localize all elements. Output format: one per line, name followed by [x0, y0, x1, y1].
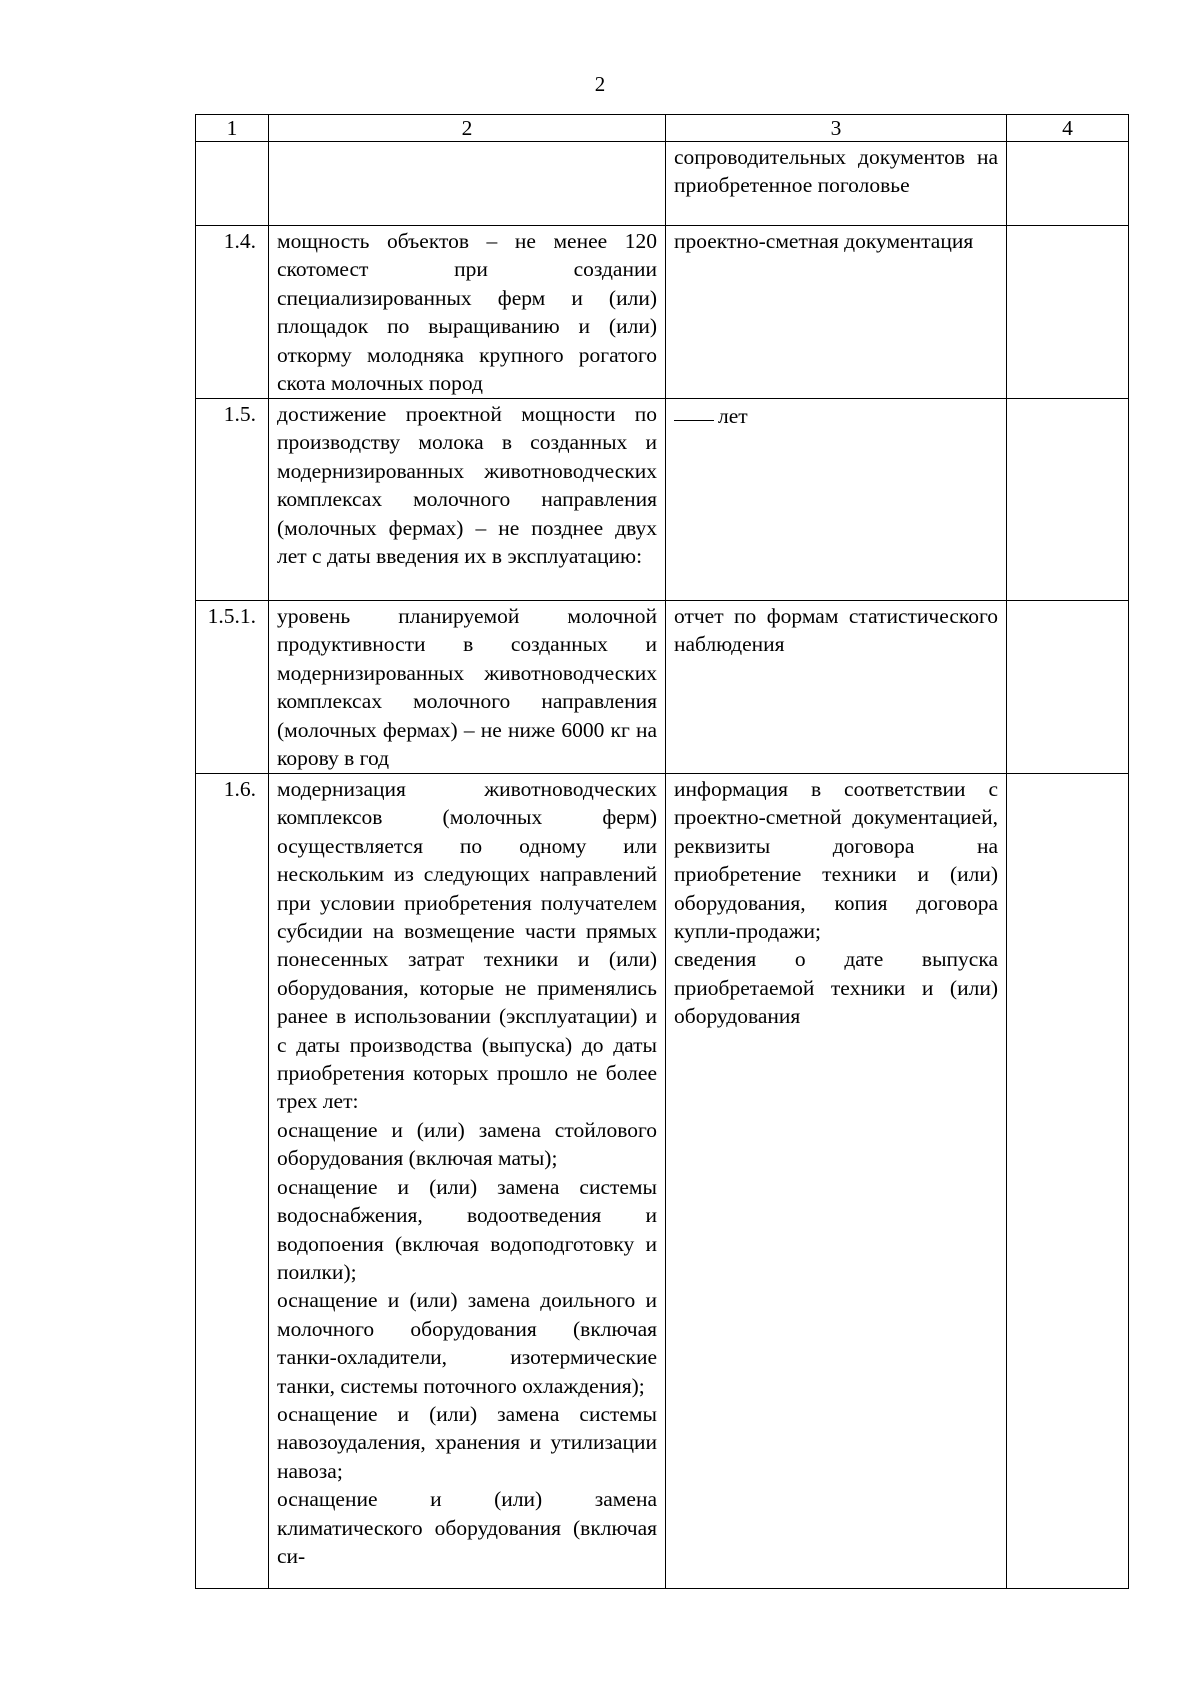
row-document: отчет по формам статистического наблюдения	[666, 601, 1007, 774]
row-document: сопроводительных документов на приобретенное поголовье	[666, 142, 1007, 226]
paragraph: оснащение и (или) замена климатического оборудования (включая си-	[277, 1487, 657, 1568]
row-condition: достижение проектной мощности по производству молока в созданных и модернизированных животноводческих комплексах молочного направления (молочных фермах) – не позднее двух лет с даты введения их в эксплуатацию:	[269, 399, 666, 601]
paragraph: оснащение и (или) замена доильного и молочного оборудования (включая танки-охладители, изотермические танки, системы поточного охлаждения);	[277, 1288, 657, 1398]
table-row	[196, 601, 1129, 774]
paragraph: оснащение и (или) замена стойлового оборудования (включая маты);	[277, 1117, 657, 1171]
row-document: проектно-сметная документация	[666, 226, 1007, 399]
requirements-table	[195, 114, 1129, 1589]
years-unit: лет	[718, 404, 748, 428]
row-note	[1007, 399, 1129, 601]
header-col-2: 2	[269, 115, 666, 142]
paragraph: модернизация животноводческих комплексов (молочных ферм) осуществляется по одному или нескольким из следующих направлений при условии приобретения получателем субсидии на возмещение части прямых понесенных затрат техники и (или) оборудования, которые не применялись ранее в использовании (эксплуатации) и с даты производства (выпуска) до даты приобретения которых прошло не более трех лет:	[277, 777, 657, 1114]
header-col-3: 3	[666, 115, 1007, 142]
row-note	[1007, 226, 1129, 399]
table-row	[196, 774, 1129, 1589]
table-row	[196, 399, 1129, 601]
row-number: 1.6.	[196, 774, 269, 1589]
row-document	[666, 774, 1007, 1589]
row-condition	[269, 774, 666, 1589]
row-number: 1.4.	[196, 226, 269, 399]
row-note	[1007, 142, 1129, 226]
row-number: 1.5.	[196, 399, 269, 601]
header-col-4: 4	[1007, 115, 1129, 142]
paragraph: оснащение и (или) замена системы навозоудаления, хранения и утилизации навоза;	[277, 1401, 657, 1483]
row-condition: уровень планируемой молочной продуктивности в созданных и модернизированных животноводческих комплексах молочного направления (молочных фермах) – не ниже 6000 кг на корову в год	[269, 601, 666, 774]
table-row	[196, 142, 1129, 226]
paragraph: сведения о дате выпуска приобретаемой техники и (или) оборудования	[674, 947, 998, 1029]
table-row	[196, 226, 1129, 399]
row-document	[666, 399, 1007, 601]
row-number	[196, 142, 269, 226]
paragraph: информация в соответствии с проектно-сметной документацией, реквизиты договора на приобретение техники и (или) оборудования, копия договора купли-продажи;	[674, 777, 998, 944]
row-condition: мощность объектов – не менее 120 скотомест при создании специализированных ферм и (или) площадок по выращиванию и (или) откорму молодняка крупного рогатого скота молочных пород	[269, 226, 666, 399]
row-condition	[269, 142, 666, 226]
row-number: 1.5.1.	[196, 601, 269, 774]
paragraph: оснащение и (или) замена системы водоснабжения, водоотведения и водопоения (включая водоподготовку и поилки);	[277, 1174, 657, 1284]
row-note	[1007, 601, 1129, 774]
blank-fill-line	[674, 400, 714, 421]
header-col-1: 1	[196, 115, 269, 142]
row-note	[1007, 774, 1129, 1589]
table-header-row	[196, 115, 1129, 142]
page-number: 2	[594, 72, 606, 96]
